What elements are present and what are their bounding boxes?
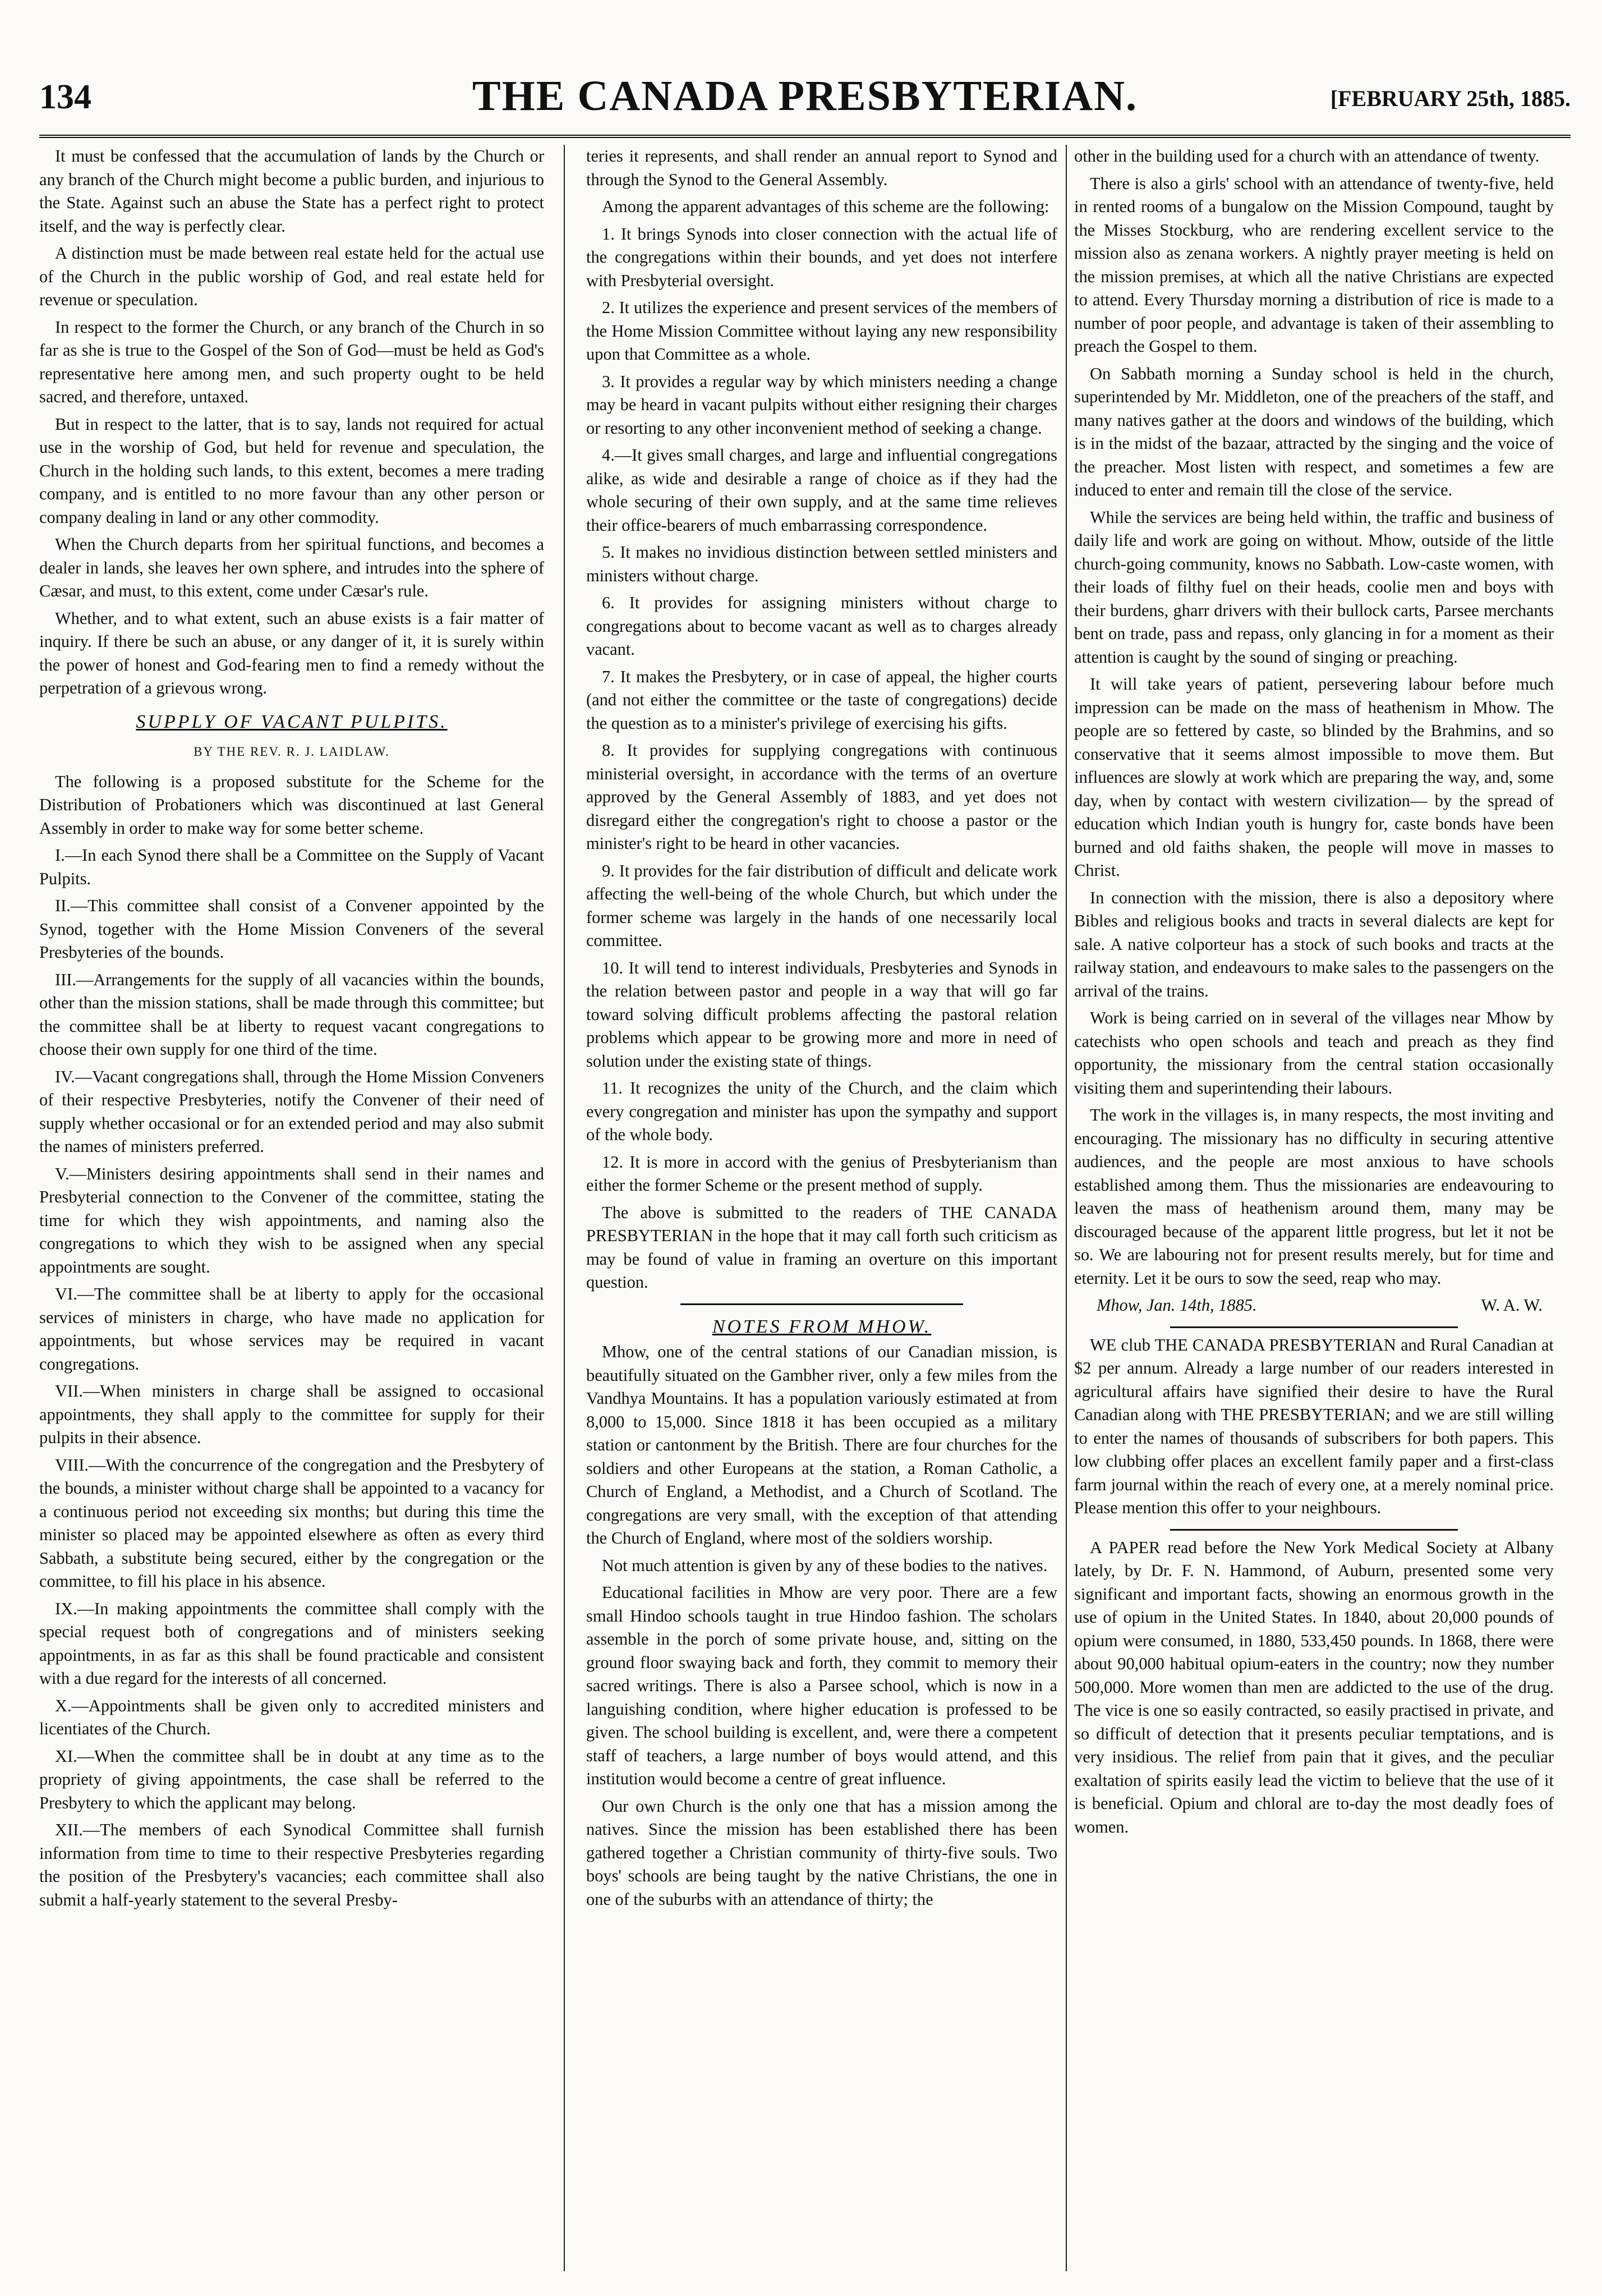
paragraph: It must be confessed that the accumulation of lands by the Church or any branch of the Church might become a public burden, and injurious to the State. Against such an abuse the State has a perfect right to protect itself, and the way is perfectly clear. — [39, 146, 544, 236]
column-3 — [1074, 145, 1554, 2271]
signature-place-date: Mhow, Jan. 14th, 1885. — [1097, 1296, 1257, 1315]
list-item: 6. It provides for assigning ministers without charge to congregations about to become vacant as well as to charges already vacant. — [586, 593, 1057, 659]
divider — [680, 1303, 963, 1305]
column-rule — [1066, 145, 1067, 2271]
signature-line — [1074, 1294, 1554, 1317]
paragraph: In respect to the former the Church, or any branch of the Church in so far as she is true to the Gospel of the Son of God—must be held as God's representative here among men, and such property ought to be held sacred, and therefore, untaxed. — [39, 317, 544, 406]
article-item: I.—In each Synod there shall be a Committee on the Supply of Vacant Pulpits. — [39, 846, 544, 888]
paragraph: The following is a proposed substitute for the Scheme for the Distribution of Probationers which was discontinued at last General Assembly in order to make way for some better scheme. — [39, 772, 544, 838]
paragraph: While the services are being held within, the traffic and business of daily life and work are going on without. Mhow, outside of the little church-going community, knows no Sabbath. Low-caste women, with their loads of filthy fuel on their heads, coolie men and boys with their burdens, gharr drivers with their bullock carts, Parsee merchants bent on trade, pass and repass, only glancing in for a moment as their attention is caught by the sound of singing or preaching. — [1074, 507, 1554, 667]
paragraph: Our own Church is the only one that has a mission among the natives. Since the mission has been established there has been gathered together a Christian community of thirty-five souls. Two boys' schools are being taught by the native Christians, the one in one of the suburbs with an attendance of thirty; the — [586, 1796, 1057, 1909]
article-item: XI.—When the committee shall be in doubt at any time as to the propriety of giving appointments, the case shall be referred to the Presbytery to which the applicant may belong. — [39, 1746, 544, 1812]
list-item: 5. It makes no invidious distinction between settled ministers and ministers without charge. — [586, 543, 1057, 585]
divider — [1170, 1529, 1458, 1531]
list-item: 11. It recognizes the unity of the Church, and the claim which every congregation and minister has upon the sympathy and support of the whole body. — [586, 1078, 1057, 1144]
masthead — [39, 67, 1571, 138]
paragraph: Mhow, one of the central stations of our Canadian mission, is beautifully situated on the Gambher river, only a few miles from the Vandhya Mountains. It has a population variously estimated at from 8,000 to 15,000. Since 1818 it has been occupied as a military station or cantonment by the British. There are four churches for the soldiers and other Europeans at the station, a Roman Catholic, a Church of England, a Methodist, and a Church of Scotland. The congregations are very small, with the exception of that attending the Church of England, where most of the soldiers worship. — [586, 1342, 1057, 1547]
article-item: VII.—When ministers in charge shall be assigned to occasional appointments, they shall apply to the committee for supply for their pulpits in their absence. — [39, 1381, 544, 1447]
list-item: 12. It is more in accord with the genius of Presbyterianism than either the former Scheme or the present method of supply. — [586, 1152, 1057, 1195]
signature-initials: W. A. W. — [1481, 1296, 1543, 1315]
page-number: 134 — [39, 78, 91, 116]
column-2 — [586, 145, 1057, 2271]
list-item: 7. It makes the Presbytery, or in case of appeal, the higher courts (and not either the committee or the taste of congregations) decide the question as to a minister's privilege of exercising his gifts. — [586, 667, 1057, 733]
byline: BY THE REV. R. J. LAIDLAW. — [194, 745, 390, 759]
newspaper-title: THE CANADA PRESBYTERIAN. — [472, 72, 1138, 120]
paragraph: Educational facilities in Mhow are very poor. There are a few small Hindoo schools taught in true Hindoo fashion. The scholars assemble in the porch of some private house, and, sitting on the ground floor swaying back and forth, they commit to memory their sacred writings. There is also a Parsee school, which is now in a languishing condition, where higher education is professed to be given. The school building is excellent, and, were there a competent staff of teachers, a large number of boys would attend, and this institution would become a centre of great influence. — [586, 1583, 1057, 1788]
column-rule — [564, 145, 565, 2271]
list-item: 1. It brings Synods into closer connection with the actual life of the congregations within their bounds, and yet does not interfere with Presbyterial oversight. — [586, 224, 1057, 290]
issue-date: [FEBRUARY 25th, 1885. — [1330, 86, 1571, 111]
article-item: III.—Arrangements for the supply of all vacancies within the bounds, other than the mission stations, shall be made through this committee; but the committee shall be at liberty to request vacant congregations to choose their own supply for one third of the time. — [39, 970, 544, 1059]
paragraph: There is also a girls' school with an attendance of twenty-five, held in rented rooms of a bungalow on the Mission Compound, taught by the Misses Stockburg, who are rendering excellent service to the mission also as zenana workers. A nightly prayer meeting is held on the mission premises, at which all the native Christians are expected to attend. Every Thursday morning a distribution of rice is made to a number of poor people, and advantage is taken of their assembling to preach the Gospel to them. — [1074, 173, 1554, 356]
paragraph: On Sabbath morning a Sunday school is held in the church, superintended by Mr. Middleton, one of the preachers of the staff, and many natives gather at the doors and windows of the building, which is in the midst of the bazaar, attracted by the singing and the voice of the preacher. Most listen with respect, and sometimes a few are induced to enter and remain till the close of the service. — [1074, 364, 1554, 499]
article-item: II.—This committee shall consist of a Convener appointed by the Synod, together with the Home Mission Conveners of the several Presbyteries of the bounds. — [39, 896, 544, 962]
paragraph: A distinction must be made between real estate held for the actual use of the Church in the public worship of God, and real estate held for revenue or speculation. — [39, 244, 544, 309]
article-item: XII.—The members of each Synodical Committee shall furnish information from time to time to their respective Presbyteries regarding the position of the Presbytery's vacancies; each committee shall also submit a half-yearly statement to the several Presby- — [39, 1820, 544, 1909]
paragraph: The above is submitted to the readers of THE CANADA PRESBYTERIAN in the hope that it may call forth such criticism as may be found of value in framing an overture on this important question. — [586, 1202, 1057, 1292]
paragraph: Work is being carried on in several of the villages near Mhow by catechists who open schools and teach and preach as they find opportunity, the missionary from the central station occasionally visiting them and superintending their labours. — [1074, 1008, 1554, 1098]
article-item: V.—Ministers desiring appointments shall send in their names and Presbyterial connection to the Convener of the committee, stating the time for which they wish appointments, and naming also the congregations to which they wish to be assigned when any special appointments are sought. — [39, 1164, 544, 1276]
article-heading: SUPPLY OF VACANT PULPITS. — [136, 711, 448, 732]
list-item: 8. It provides for supplying congregations with continuous ministerial oversight, in accordance with the terms of an overture approved by the General Assembly of 1883, and yet does not disregard either the congregation's right to choose a pastor or the minister's right to be heard in other vacancies. — [586, 741, 1057, 853]
notice-paragraph: A PAPER read before the New York Medical Society at Albany lately, by Dr. F. N. Hammond, of Auburn, presented some very significant and important facts, showing an enormous growth in the use of opium in the United States. In 1840, about 20,000 pounds of opium were consumed, in 1880, 533,450 pounds. In 1868, there were about 90,000 habitual opium-eaters in the country; now they number 500,000. More women than men are addicted to the use of the drug. The vice is one so easily contracted, so easily practised in private, and so difficult of detection that it presents peculiar temptations, and is very insidious. The relief from pain that it gives, and the peculiar exaltation of spirits easily lead the victim to believe that the use of it is beneficial. Opium and chloral are to-day the most deadly foes of women. — [1074, 1537, 1554, 1836]
article-item: IX.—In making appointments the committee shall comply with the special request both of congregations and of ministers seeking appointments, in as far as this shall be found practicable and consistent with a due regard for the interests of all concerned. — [39, 1599, 544, 1688]
paragraph: The work in the villages is, in many respects, the most inviting and encouraging. The missionary has no difficulty in securing attentive audiences, and the people are most anxious to have schools established among them. Thus the missionaries are endeavouring to leaven the mass of heathenism around them, many may be discouraged because of the apparent little progress, but let it not be so. We are labouring not for present results merely, but for time and eternity. Let it be ours to sow the seed, reap who may. — [1074, 1105, 1554, 1288]
article-item: X.—Appointments shall be given only to accredited ministers and licentiates of the Church. — [39, 1696, 544, 1738]
article-item: VI.—The committee shall be at liberty to apply for the occasional services of ministers in charge, who have made no application for appointments, but whose services may be required in vacant congregations. — [39, 1284, 544, 1374]
paragraph: Not much attention is given by any of these bodies to the natives. — [602, 1555, 1048, 1575]
paragraph: But in respect to the latter, that is to say, lands not required for actual use in the worship of God, but held for revenue and speculation, the Church in the holding such lands, to this extent, becomes a mere trading company, and is entitled to no more favour than any other person or company dealing in land or any other commodity. — [39, 414, 544, 527]
paragraph: teries it represents, and shall render an annual report to Synod and through the Synod to the General Assembly. — [586, 146, 1057, 189]
divider — [1170, 1326, 1458, 1328]
paragraph: When the Church departs from her spiritual functions, and becomes a dealer in lands, she leaves her own sphere, and intrudes into the sphere of Cæsar, and must, to this extent, come under Cæsar's rule. — [39, 535, 544, 600]
notice-paragraph: WE club THE CANADA PRESBYTERIAN and Rural Canadian at $2 per annum. Already a large number of our readers interested in agricultural affairs have signified their desire to have the Rural Canadian along with THE PRESBYTERIAN; and we are still willing to enter the names of thousands of subscribers for both papers. This low clubbing offer places an excellent family paper and a first-class farm journal within the reach of every one, at a merely nominal price. Please mention this offer to your neighbours. — [1074, 1335, 1554, 1517]
article-heading: NOTES FROM MHOW. — [712, 1316, 932, 1337]
paragraph: In connection with the mission, there is also a depository where Bibles and religious books and tracts in several dialects are kept for sale. A native colporteur has a stock of such books and tracts at the railway station, and endeavours to make sales to the passengers on the arrival of the trains. — [1074, 888, 1554, 1000]
list-item: 10. It will tend to interest individuals, Presbyteries and Synods in the relation between pastor and people in a way that will go far toward solving difficult problems affecting the pastoral relation problems which appear to be growing more and more in need of solution under the existing state of things. — [586, 958, 1057, 1071]
list-item: 9. It provides for the fair distribution of difficult and delicate work affecting the well-being of the whole Church, but which under the former scheme was largely in the hands of one necessarily local committee. — [586, 861, 1057, 950]
paragraph: other in the building used for a church with an attendance of twenty. — [1074, 146, 1540, 166]
paragraph: It will take years of patient, persevering labour before much impression can be made on the mass of heathenism in Mhow. The people are so fettered by caste, so blinded by the Brahmins, and so conservative that it seems almost impossible to move them. But influences are slowly at work which are preparing the way, and, some day, when by contact with western civilization— by the spread of education which Indian youth is hungry for, caste bonds have been burned and old faiths shaken, the people will move in masses to Christ. — [1074, 674, 1554, 880]
list-item: 4.—It gives small charges, and large and influential congregations alike, as wide and desirable a range of choice as if they had the whole securing of their own supply, and at the same time relieves their office-bearers of much embarrassing correspondence. — [586, 446, 1057, 535]
list-item: 3. It provides a regular way by which ministers needing a change may be heard in vacant pulpits without either resigning their charges or resorting to any other inconvenient method of seeking a change. — [586, 371, 1057, 438]
article-item: IV.—Vacant congregations shall, through the Home Mission Conveners of their respective Presbyteries, notify the Convener of their need of supply whether occasional or for an extended period and may also submit the names of ministers preferred. — [39, 1067, 544, 1156]
paragraph: Among the apparent advantages of this scheme are the following: — [602, 197, 1049, 216]
paragraph: Whether, and to what extent, such an abuse exists is a fair matter of inquiry. If there be such an abuse, or any danger of it, it is surely within the power of honest and God-fearing men to find a remedy without the perpetration of a grievous wrong. — [39, 608, 544, 697]
list-item: 2. It utilizes the experience and present services of the members of the Home Mission Committee without laying any new responsibility upon that Committee as a whole. — [586, 298, 1057, 364]
column-1 — [39, 145, 544, 2271]
article-item: VIII.—With the concurrence of the congregation and the Presbytery of the bounds, a minister without charge shall be appointed to a vacancy for a continuous period not exceeding six months; but during this time the minister so placed may be appointed elsewhere as often as every third Sabbath, a substitute being secured, either by the congregation or the committee, to fill his place in his absence. — [39, 1455, 544, 1591]
